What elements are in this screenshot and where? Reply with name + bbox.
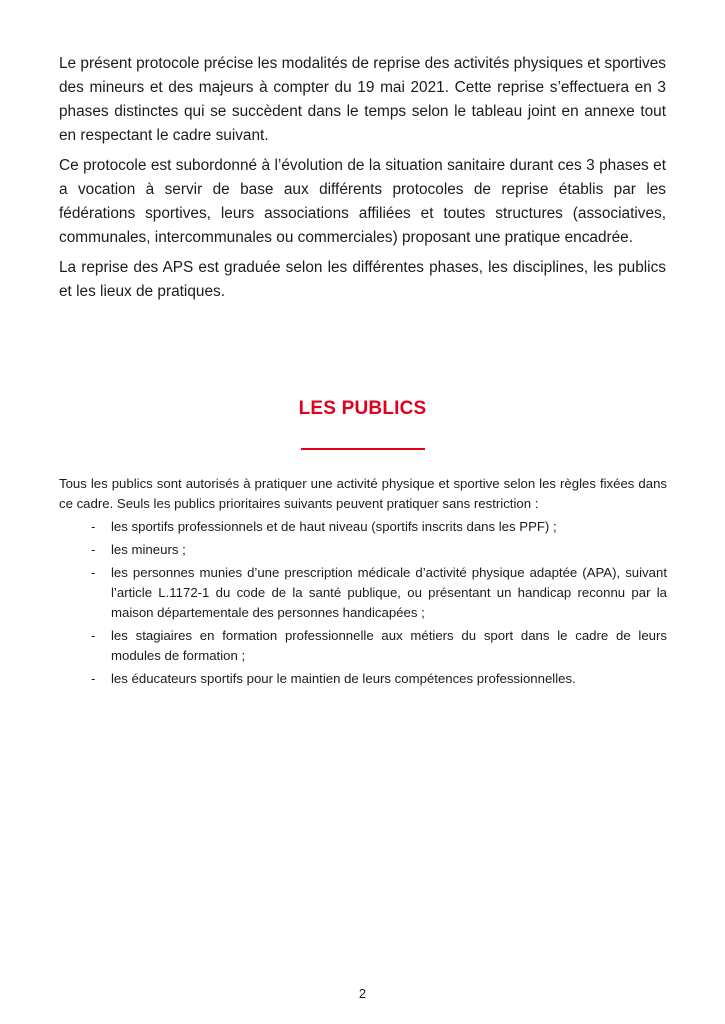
list-item bbox=[59, 626, 667, 666]
intro-paragraph: Le présent protocole précise les modalités de reprise des activités physiques et sportives des mineurs et des majeurs à compter du 19 mai 2021. Cette reprise s’effectuera en 3 phases distinctes qui se succèdent dans le temps selon le tableau joint en annexe tout en respectant le cadre suivant. bbox=[59, 55, 666, 144]
intro-paragraph: La reprise des APS est graduée selon les différentes phases, les disciplines, les publics et les lieux de pratiques. bbox=[59, 259, 666, 300]
publics-lead: Tous les publics sont autorisés à pratiquer une activité physique et sportive selon les règles fixées dans ce cadre. Seuls les publics prioritaires suivants peuvent pratiquer sans restriction : bbox=[59, 476, 667, 511]
publics-block bbox=[59, 474, 667, 692]
dash-bullet: - bbox=[91, 542, 96, 557]
list-item-text: les sportifs professionnels et de haut niveau (sportifs inscrits dans les PPF) ; bbox=[111, 519, 557, 534]
priority-publics-list bbox=[59, 517, 667, 689]
intro-paragraph: Ce protocole est subordonné à l’évolution de la situation sanitaire durant ces 3 phases et a vocation à servir de base aux différents protocoles de reprise établis par les fédérations sportives, leurs associations affiliées et toutes structures (associatives, communales, intercommunales ou commerciales) proposant une pratique encadrée. bbox=[59, 157, 666, 246]
list-item bbox=[59, 517, 667, 537]
dash-bullet: - bbox=[91, 628, 96, 643]
list-item bbox=[59, 540, 667, 560]
list-item-text: les personnes munies d’une prescription médicale d’activité physique adaptée (APA), suivant l’article L.1172-1 du code de la santé publique, ou présentant un handicap reconnu par la maison départementale des personnes handicapées ; bbox=[111, 565, 667, 620]
list-item bbox=[59, 669, 667, 689]
section-title: LES PUBLICS bbox=[298, 398, 427, 419]
list-item-text: les mineurs ; bbox=[111, 542, 186, 557]
intro-block bbox=[59, 52, 666, 310]
page-number: 2 bbox=[358, 986, 367, 1001]
list-item-text: les éducateurs sportifs pour le maintien de leurs compétences professionnelles. bbox=[111, 671, 576, 686]
dash-bullet: - bbox=[91, 519, 96, 534]
dash-bullet: - bbox=[91, 671, 96, 686]
list-item bbox=[59, 563, 667, 623]
list-item-text: les stagiaires en formation professionnelle aux métiers du sport dans le cadre de leurs modules de formation ; bbox=[111, 628, 667, 663]
dash-bullet: - bbox=[91, 565, 96, 580]
title-underline bbox=[301, 448, 425, 450]
